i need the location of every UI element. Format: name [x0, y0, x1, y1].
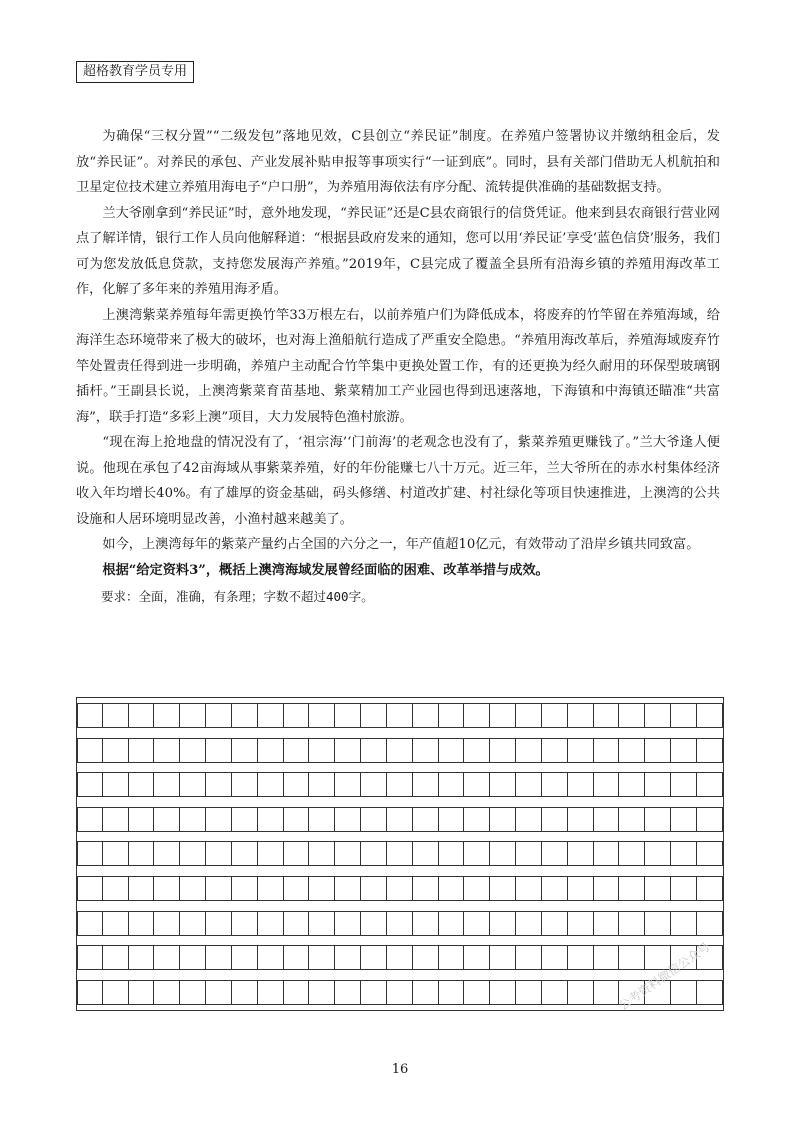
answer-grid-cell[interactable]	[671, 911, 697, 936]
answer-grid-cell[interactable]	[413, 945, 439, 970]
answer-grid-cell[interactable]	[361, 945, 387, 970]
answer-grid-cell[interactable]	[542, 911, 568, 936]
answer-grid-cell[interactable]	[490, 876, 516, 901]
answer-grid-cell[interactable]	[387, 738, 413, 763]
answer-grid-cell[interactable]	[309, 911, 335, 936]
answer-grid-cell[interactable]	[413, 807, 439, 832]
answer-grid-cell[interactable]	[439, 945, 465, 970]
answer-grid-cell[interactable]	[439, 738, 465, 763]
answer-grid-cell[interactable]	[413, 980, 439, 1005]
answer-grid-cell[interactable]	[594, 738, 620, 763]
answer-grid-cell[interactable]	[439, 980, 465, 1005]
answer-grid-cell[interactable]	[619, 876, 645, 901]
answer-grid-cell[interactable]	[490, 911, 516, 936]
answer-grid-cell[interactable]	[697, 876, 723, 901]
answer-grid-cell[interactable]	[697, 841, 723, 866]
answer-grid-cell[interactable]	[542, 841, 568, 866]
answer-grid-cell[interactable]	[387, 807, 413, 832]
answer-grid-cell[interactable]	[568, 807, 594, 832]
answer-grid-row	[77, 945, 723, 970]
answer-grid-cell[interactable]	[439, 841, 465, 866]
answer-grid-cell[interactable]	[335, 772, 361, 797]
answer-grid-cell[interactable]	[594, 841, 620, 866]
answer-grid	[76, 697, 724, 1011]
answer-grid-cell[interactable]	[103, 945, 129, 970]
answer-grid-cell[interactable]	[671, 841, 697, 866]
answer-grid-cell[interactable]	[568, 876, 594, 901]
answer-grid-cell[interactable]	[232, 841, 258, 866]
answer-grid-cell[interactable]	[129, 772, 155, 797]
answer-grid-cell[interactable]	[284, 980, 310, 1005]
answer-grid-cell[interactable]	[568, 980, 594, 1005]
answer-grid-cell[interactable]	[464, 841, 490, 866]
answer-grid-cell[interactable]	[103, 807, 129, 832]
answer-grid-cell[interactable]	[232, 911, 258, 936]
answer-grid-cell[interactable]	[129, 738, 155, 763]
answer-grid-cell[interactable]	[516, 945, 542, 970]
answer-grid-cell[interactable]	[361, 772, 387, 797]
answer-grid-cell[interactable]	[129, 703, 155, 728]
answer-grid-cell[interactable]	[335, 703, 361, 728]
answer-grid-cell[interactable]	[490, 945, 516, 970]
answer-grid-cell[interactable]	[232, 980, 258, 1005]
answer-grid-cell[interactable]	[103, 703, 129, 728]
answer-grid-cell[interactable]	[490, 772, 516, 797]
answer-grid-cell[interactable]	[413, 772, 439, 797]
answer-grid-cell[interactable]	[103, 772, 129, 797]
answer-grid-cell[interactable]	[387, 911, 413, 936]
answer-grid-cell[interactable]	[361, 738, 387, 763]
answer-grid-cell[interactable]	[206, 772, 232, 797]
answer-grid-cell[interactable]	[154, 703, 180, 728]
answer-grid-cell[interactable]	[180, 807, 206, 832]
answer-grid-cell[interactable]	[77, 738, 103, 763]
answer-grid-cell[interactable]	[284, 738, 310, 763]
answer-grid-cell[interactable]	[154, 738, 180, 763]
answer-grid-cell[interactable]	[464, 980, 490, 1005]
answer-grid-cell[interactable]	[464, 807, 490, 832]
answer-grid-cell[interactable]	[645, 703, 671, 728]
answer-grid-cell[interactable]	[154, 911, 180, 936]
answer-grid-cell[interactable]	[232, 945, 258, 970]
answer-grid-cell[interactable]	[309, 945, 335, 970]
answer-grid-cell[interactable]	[464, 911, 490, 936]
answer-grid-cell[interactable]	[77, 807, 103, 832]
answer-grid-cell[interactable]	[129, 841, 155, 866]
paragraph-1: 为确保“三权分置”“二级发包”落地见效，C县创立“养民证”制度。在养殖户签署协议并缴纳租金后，发放“养民证”。对养民的承包、产业发展补贴申报等事项实行“一证到底”。同时，县有关部门借助无人机航拍和卫星定位技术建立养殖用海电子“户口册”，为养殖用海依法有序分配、流转提供准确的基础数据支持。	[76, 129, 720, 195]
answer-grid-cell[interactable]	[542, 980, 568, 1005]
document-body	[76, 124, 720, 609]
answer-grid-cell[interactable]	[413, 738, 439, 763]
answer-grid-cell[interactable]	[516, 876, 542, 901]
watermark: 公考资料微信公众号	[616, 939, 713, 1014]
answer-grid-cell[interactable]	[258, 738, 284, 763]
answer-grid-cell[interactable]	[309, 703, 335, 728]
answer-grid-cell[interactable]	[464, 876, 490, 901]
question-prompt: 根据“给定资料3”，概括上澳湾海域发展曾经面临的困难、改革举措与成效。	[102, 562, 549, 578]
answer-grid-cell[interactable]	[206, 876, 232, 901]
answer-grid-cell[interactable]	[232, 807, 258, 832]
answer-grid-cell[interactable]	[129, 945, 155, 970]
answer-grid-cell[interactable]	[439, 876, 465, 901]
answer-grid-cell[interactable]	[77, 841, 103, 866]
answer-grid-cell[interactable]	[516, 772, 542, 797]
answer-grid-cell[interactable]	[77, 945, 103, 970]
answer-grid-cell[interactable]	[387, 945, 413, 970]
answer-grid-cell[interactable]	[568, 911, 594, 936]
answer-grid-cell[interactable]	[309, 841, 335, 866]
answer-grid-cell[interactable]	[387, 772, 413, 797]
answer-grid-cell[interactable]	[464, 738, 490, 763]
answer-grid-cell[interactable]	[206, 945, 232, 970]
answer-grid-cell[interactable]	[697, 980, 723, 1005]
answer-grid-cell[interactable]	[103, 980, 129, 1005]
answer-grid-cell[interactable]	[335, 876, 361, 901]
answer-grid-cell[interactable]	[594, 911, 620, 936]
answer-grid-cell[interactable]	[180, 703, 206, 728]
answer-grid-cell[interactable]	[490, 703, 516, 728]
answer-grid-cell[interactable]	[206, 703, 232, 728]
answer-grid-cell[interactable]	[309, 738, 335, 763]
answer-grid-cell[interactable]	[568, 703, 594, 728]
answer-grid-cell[interactable]	[284, 703, 310, 728]
answer-grid-cell[interactable]	[490, 980, 516, 1005]
answer-grid-cell[interactable]	[103, 911, 129, 936]
answer-grid-cell[interactable]	[129, 980, 155, 1005]
answer-grid-cell[interactable]	[697, 807, 723, 832]
answer-grid-cell[interactable]	[335, 911, 361, 936]
answer-grid-cell[interactable]	[361, 876, 387, 901]
answer-grid-cell[interactable]	[490, 738, 516, 763]
answer-grid-cell[interactable]	[77, 876, 103, 901]
paragraph-2: 兰大爷刚拿到“养民证”时，意外地发现，“养民证”还是C县农商银行的信贷凭证。他来到县农商银行营业网点了解详情，银行工作人员向他解释道：“根据县政府发来的通知，您可以用‘养民证’享受‘蓝色信贷’服务，我们可为您发放低息贷款，支持您发展海产养殖。”2019年，C县完成了覆盖全县所有沿海乡镇的养殖用海改革工作，化解了多年来的养殖用海矛盾。	[76, 205, 720, 297]
answer-grid-cell[interactable]	[232, 876, 258, 901]
answer-grid-cell[interactable]	[335, 980, 361, 1005]
answer-grid-cell[interactable]	[542, 703, 568, 728]
answer-grid-cell[interactable]	[284, 876, 310, 901]
answer-grid-cell[interactable]	[309, 807, 335, 832]
answer-grid-cell[interactable]	[258, 772, 284, 797]
answer-grid-cell[interactable]	[361, 841, 387, 866]
answer-grid-cell[interactable]	[542, 945, 568, 970]
answer-grid-cell[interactable]	[516, 738, 542, 763]
header-label: 超格教育学员专用	[76, 61, 194, 83]
answer-grid-cell[interactable]	[464, 703, 490, 728]
answer-grid-cell[interactable]	[103, 876, 129, 901]
answer-grid-cell[interactable]	[516, 841, 542, 866]
answer-grid-cell[interactable]	[180, 980, 206, 1005]
answer-grid-cell[interactable]	[77, 980, 103, 1005]
answer-grid-cell[interactable]	[697, 911, 723, 936]
answer-grid-cell[interactable]	[129, 876, 155, 901]
answer-grid-cell[interactable]	[516, 703, 542, 728]
answer-grid-cell[interactable]	[258, 807, 284, 832]
answer-grid-cell[interactable]	[387, 703, 413, 728]
answer-grid-cell[interactable]	[129, 911, 155, 936]
answer-grid-cell[interactable]	[387, 876, 413, 901]
answer-grid-cell[interactable]	[619, 841, 645, 866]
answer-grid-cell[interactable]	[258, 876, 284, 901]
answer-grid-cell[interactable]	[568, 841, 594, 866]
answer-grid-cell[interactable]	[542, 772, 568, 797]
answer-grid-cell[interactable]	[671, 807, 697, 832]
answer-grid-cell[interactable]	[232, 772, 258, 797]
paragraph-3: 上澳湾紫菜养殖每年需更换竹竿33万根左右，以前养殖户们为降低成本，将废弃的竹竿留在养殖海域，给海洋生态环境带来了极大的破坏，也对海上渔船航行造成了严重安全隐患。“养殖用海改革后，养殖海域废弃竹竿处置责任得到进一步明确，养殖户主动配合竹竿集中更换处置工作，有的还更换为经久耐用的环保型玻璃钢插杆。”王副县长说，上澳湾紫菜育苗基地、紫菜精加工产业园也得到迅速落地，下海镇和中海镇还瞄准“共富海”，联手打造“多彩上澳”项目，大力发展特色渔村旅游。	[76, 307, 720, 425]
answer-grid-cell[interactable]	[180, 841, 206, 866]
answer-grid-cell[interactable]	[77, 911, 103, 936]
answer-grid-cell[interactable]	[619, 945, 645, 970]
answer-grid-row	[77, 772, 723, 797]
answer-grid-cell[interactable]	[619, 703, 645, 728]
answer-grid-cell[interactable]	[206, 807, 232, 832]
answer-grid-cell[interactable]	[464, 772, 490, 797]
answer-grid-cell[interactable]	[284, 945, 310, 970]
answer-grid-cell[interactable]	[103, 738, 129, 763]
answer-grid-cell[interactable]	[645, 772, 671, 797]
paragraph-5: 如今，上澳湾每年的紫菜产量约占全国的六分之一，年产值超10亿元，有效带动了沿岸乡镇共同致富。	[102, 537, 700, 552]
answer-grid-cell[interactable]	[413, 911, 439, 936]
answer-grid-cell[interactable]	[180, 738, 206, 763]
answer-grid-cell[interactable]	[361, 911, 387, 936]
answer-grid-cell[interactable]	[284, 807, 310, 832]
answer-grid-cell[interactable]	[284, 841, 310, 866]
answer-grid-cell[interactable]	[619, 738, 645, 763]
answer-grid-cell[interactable]	[619, 911, 645, 936]
answer-grid-cell[interactable]	[671, 772, 697, 797]
answer-grid-cell[interactable]	[439, 807, 465, 832]
answer-grid-cell[interactable]	[697, 772, 723, 797]
answer-grid-cell[interactable]	[103, 841, 129, 866]
answer-grid-cell[interactable]	[258, 841, 284, 866]
answer-grid-cell[interactable]	[154, 841, 180, 866]
answer-grid-cell[interactable]	[413, 876, 439, 901]
answer-grid-cell[interactable]	[284, 911, 310, 936]
answer-grid-cell[interactable]	[594, 945, 620, 970]
answer-grid-cell[interactable]	[439, 911, 465, 936]
answer-grid-cell[interactable]	[594, 772, 620, 797]
answer-grid-cell[interactable]	[309, 772, 335, 797]
answer-grid-cell[interactable]	[645, 841, 671, 866]
answer-grid-cell[interactable]	[309, 876, 335, 901]
answer-grid-row	[77, 911, 723, 936]
answer-grid-cell[interactable]	[594, 703, 620, 728]
paragraph-4: “现在海上抢地盘的情况没有了，‘祖宗海’‘门前海’的老观念也没有了，紫菜养殖更赚钱了。”兰大爷逢人便说。他现在承包了42亩海域从事紫菜养殖，好的年份能赚七八十万元。近三年，兰大爷所在的赤水村集体经济收入年均增长40%。有了雄厚的资金基础，码头修缮、村道改扩建、村社绿化等项目快速推进，上澳湾的公共设施和人居环境明显改善，小渔村越来越美了。	[76, 435, 720, 527]
answer-grid-cell[interactable]	[542, 807, 568, 832]
answer-grid-cell[interactable]	[516, 911, 542, 936]
answer-grid-cell[interactable]	[387, 841, 413, 866]
answer-grid-cell[interactable]	[697, 703, 723, 728]
answer-grid-cell[interactable]	[206, 911, 232, 936]
answer-grid-cell[interactable]	[439, 772, 465, 797]
answer-grid-cell[interactable]	[361, 807, 387, 832]
answer-grid-cell[interactable]	[594, 807, 620, 832]
answer-grid-cell[interactable]	[258, 703, 284, 728]
answer-grid-row	[77, 841, 723, 866]
answer-grid-cell[interactable]	[645, 738, 671, 763]
answer-grid-cell[interactable]	[335, 945, 361, 970]
answer-grid-cell[interactable]	[180, 876, 206, 901]
answer-grid-cell[interactable]	[568, 738, 594, 763]
answer-grid-cell[interactable]	[206, 738, 232, 763]
answer-grid-cell[interactable]	[516, 980, 542, 1005]
answer-grid-cell[interactable]	[77, 772, 103, 797]
answer-grid-cell[interactable]	[542, 738, 568, 763]
answer-grid-cell[interactable]	[568, 945, 594, 970]
answer-grid-row	[77, 876, 723, 901]
answer-grid-cell[interactable]	[361, 703, 387, 728]
answer-grid-cell[interactable]	[206, 841, 232, 866]
answer-grid-cell[interactable]	[258, 980, 284, 1005]
answer-grid-cell[interactable]	[671, 703, 697, 728]
answer-grid-cell[interactable]	[129, 807, 155, 832]
answer-grid-cell[interactable]	[154, 807, 180, 832]
answer-grid-cell[interactable]	[619, 772, 645, 797]
answer-grid-cell[interactable]	[413, 841, 439, 866]
answer-grid-cell[interactable]	[645, 876, 671, 901]
answer-grid-cell[interactable]	[258, 911, 284, 936]
answer-grid-cell[interactable]	[387, 980, 413, 1005]
answer-grid-cell[interactable]	[284, 772, 310, 797]
answer-grid-cell[interactable]	[154, 980, 180, 1005]
answer-grid-cell[interactable]	[464, 945, 490, 970]
answer-grid-cell[interactable]	[490, 807, 516, 832]
answer-requirement: 要求：全面，准确，有条理；字数不超过400字。	[101, 589, 374, 604]
answer-grid-cell[interactable]	[335, 807, 361, 832]
answer-grid-cell[interactable]	[154, 876, 180, 901]
answer-grid-cell[interactable]	[258, 945, 284, 970]
answer-grid-cell[interactable]	[671, 876, 697, 901]
answer-grid-cell[interactable]	[697, 738, 723, 763]
answer-grid-cell[interactable]	[413, 703, 439, 728]
answer-grid-cell[interactable]	[516, 807, 542, 832]
answer-grid-cell[interactable]	[671, 738, 697, 763]
answer-grid-row	[77, 703, 723, 728]
answer-grid-cell[interactable]	[619, 807, 645, 832]
answer-grid-cell[interactable]	[335, 738, 361, 763]
answer-grid-cell[interactable]	[335, 841, 361, 866]
answer-grid-cell[interactable]	[77, 703, 103, 728]
answer-grid-cell[interactable]	[645, 807, 671, 832]
answer-grid-cell[interactable]	[439, 703, 465, 728]
answer-grid-cell[interactable]	[309, 980, 335, 1005]
answer-grid-cell[interactable]	[180, 911, 206, 936]
answer-grid-cell[interactable]	[361, 980, 387, 1005]
answer-grid-cell[interactable]	[542, 876, 568, 901]
answer-grid-cell[interactable]	[490, 841, 516, 866]
answer-grid-row	[77, 807, 723, 832]
answer-grid-cell[interactable]	[180, 772, 206, 797]
answer-grid-cell[interactable]	[232, 703, 258, 728]
answer-grid-cell[interactable]	[154, 945, 180, 970]
answer-grid-cell[interactable]	[232, 738, 258, 763]
answer-grid-cell[interactable]	[645, 911, 671, 936]
answer-grid-cell[interactable]	[206, 980, 232, 1005]
answer-grid-cell[interactable]	[671, 980, 697, 1005]
page-number: 16	[391, 1062, 409, 1077]
answer-grid-cell[interactable]	[180, 945, 206, 970]
answer-grid-cell[interactable]	[568, 772, 594, 797]
answer-grid-row	[77, 738, 723, 763]
answer-grid-cell[interactable]	[154, 772, 180, 797]
answer-grid-cell[interactable]	[594, 876, 620, 901]
